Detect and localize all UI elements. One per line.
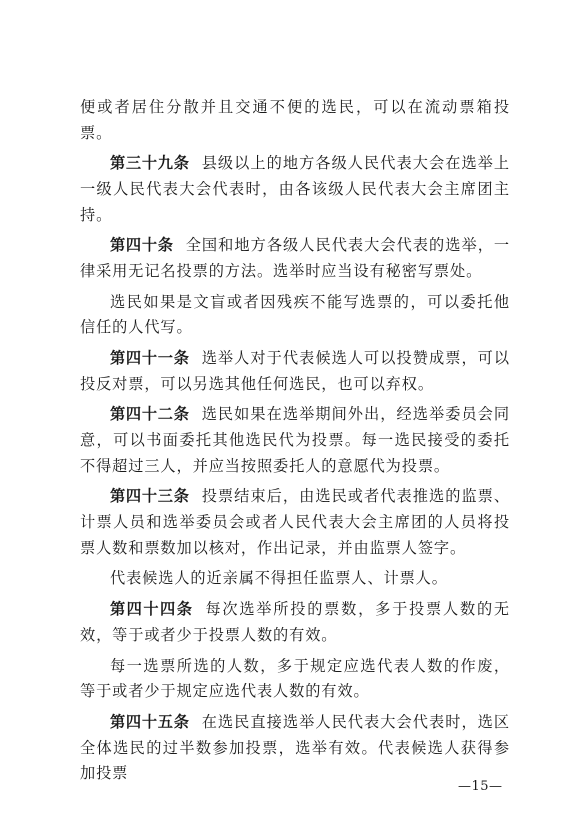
article-40-clause-paragraph (80, 290, 510, 341)
article-41-paragraph (80, 346, 510, 397)
article-number: 第四十一条 (110, 349, 190, 368)
article-42-paragraph (80, 402, 510, 479)
article-40-paragraph (80, 233, 510, 284)
article-43-paragraph (80, 484, 510, 561)
article-45-paragraph (80, 710, 510, 787)
paragraph-text: 代表候选人的近亲属不得担任监票人、计票人。 (110, 569, 448, 588)
article-number: 第四十二条 (110, 405, 190, 424)
document-page (80, 95, 510, 792)
article-number: 第四十四条 (110, 600, 194, 619)
paragraph-text: 选民如果是文盲或者因残疾不能写选票的，可以委托他信任的人代写。 (80, 292, 510, 337)
article-43-clause-paragraph (80, 566, 510, 592)
article-number: 第四十条 (110, 236, 174, 255)
article-number: 第四十五条 (110, 712, 190, 731)
paragraph-text: 每次选举所投的票数，多于投票人数的无效，等于或者少于投票人数的有效。 (80, 600, 511, 644)
article-number: 第三十九条 (110, 154, 190, 173)
paragraph-text: 投票结束后，由选民或者代表推选的监票、计票人员和选举委员会或者人民代表大会主席团的人员将投票人数和票数加以核对，作出记录，并由监票人签字。 (80, 487, 511, 557)
article-44-paragraph (80, 597, 510, 648)
article-39-paragraph (80, 151, 510, 228)
paragraph-text: 选民如果在选举期间外出，经选举委员会同意，可以书面委托其他选民代为投票。每一选民接受的委托不得超过三人，并应当按照委托人的意愿代为投票。 (80, 405, 511, 475)
paragraph-text: 全国和地方各级人民代表大会代表的选举，一律采用无记名投票的方法。选举时应当设有秘密写票处。 (80, 236, 511, 280)
page-number: —15— (458, 779, 503, 794)
paragraph-text: 选举人对于代表候选人可以投赞成票，可以投反对票，可以另选其他任何选民，也可以弃权。 (80, 349, 511, 393)
paragraph-text: 每一选票所选的人数，多于规定应选代表人数的作废，等于或者少于规定应选代表人数的有效。 (80, 656, 510, 701)
paragraph-text: 县级以上的地方各级人民代表大会在选举上一级人民代表大会代表时，由各该级人民代表大会主席团主持。 (80, 154, 511, 224)
article-number: 第四十三条 (110, 487, 190, 506)
paragraph-text: 在选民直接选举人民代表大会代表时，选区全体选民的过半数参加投票，选举有效。代表候选人获得参加投票 (80, 712, 511, 783)
paragraph-continuation (80, 95, 510, 146)
article-44-clause-paragraph (80, 654, 510, 705)
paragraph-text: 便或者居住分散并且交通不便的选民，可以在流动票箱投票。 (80, 98, 510, 142)
